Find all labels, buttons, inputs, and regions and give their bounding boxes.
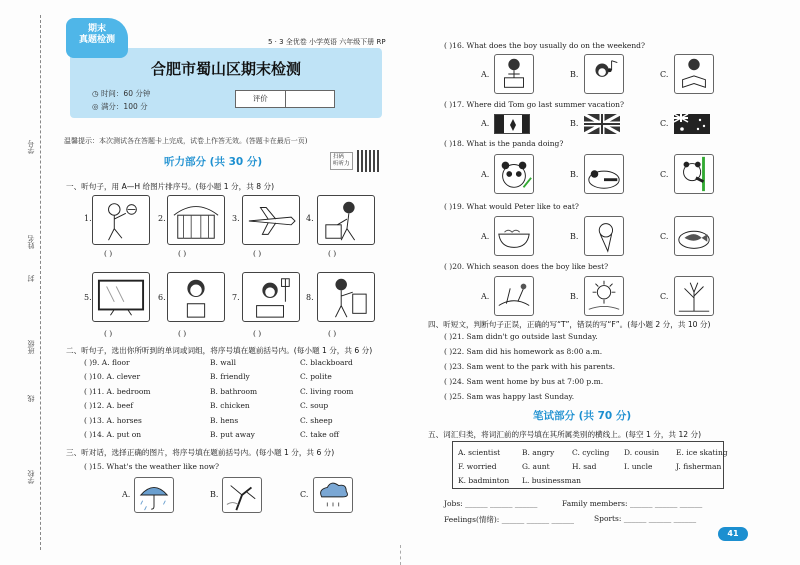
pic-sick-girl <box>242 272 300 322</box>
tf-question[interactable]: ( )23. Sam went to the park with his parents. <box>444 362 615 371</box>
score-label: 评价 <box>236 91 286 107</box>
australia-flag-icon[interactable] <box>674 114 710 134</box>
q19: ( )19. What would Peter like to eat? <box>444 202 579 211</box>
part4-heading: 四、听短文，判断句子正误，正确的写“T”，错误的写“F”。(每小题 2 分，共 10 分) <box>428 320 711 329</box>
option-b: B. wall <box>210 358 236 367</box>
answer-paren[interactable]: ( ) <box>253 249 262 258</box>
boy-music-icon[interactable] <box>584 54 624 94</box>
panda-sleeping-icon[interactable] <box>584 154 624 194</box>
q17: ( )17. Where did Tom go last summer vacation? <box>444 100 625 109</box>
uk-flag-icon[interactable] <box>584 114 620 134</box>
option-letter: B. <box>210 490 219 499</box>
listening-title: 听力部分 (共 30 分) <box>164 156 263 168</box>
word-bank-item: G. aunt <box>522 462 550 471</box>
binding-label-student-no: 学号 <box>27 140 35 154</box>
blank-family[interactable]: Family members: ______ ______ ______ <box>562 499 703 508</box>
option-letter: A. <box>481 170 490 179</box>
clock-icon: ◷ <box>92 89 101 98</box>
answer-paren[interactable]: ( ) <box>328 329 337 338</box>
question-row[interactable]: ( )14. A. put on <box>84 430 142 439</box>
option-b: B. bathroom <box>210 387 258 396</box>
option-c: C. take off <box>300 430 339 439</box>
pic-soccer <box>92 195 150 245</box>
option-c: C. sheep <box>300 416 333 425</box>
word-bank-item: C. cycling <box>572 448 610 457</box>
question-row[interactable]: ( )9. A. floor <box>84 358 130 367</box>
boy-washing-icon[interactable] <box>494 54 534 94</box>
q18: ( )18. What is the panda doing? <box>444 139 564 148</box>
pic-number: 1. <box>84 214 92 223</box>
binding-label-name: 姓名 <box>27 235 35 249</box>
word-bank-item: E. ice skating <box>676 448 728 457</box>
score-icon: ◎ <box>92 102 101 111</box>
option-letter: C. <box>660 70 669 79</box>
answer-paren[interactable]: ( ) <box>328 249 337 258</box>
option-b: B. chicken <box>210 401 250 410</box>
question-row[interactable]: ( )13. A. horses <box>84 416 142 425</box>
part3-heading: 三、听对话，选择正确的图片，将序号填在题前括号内。(每小题 1 分，共 6 分) <box>66 448 335 457</box>
option-letter: B. <box>570 70 579 79</box>
option-letter: B. <box>570 292 579 301</box>
option-c: C. soup <box>300 401 329 410</box>
pic-number: 7. <box>232 293 240 302</box>
score-box[interactable] <box>235 90 335 108</box>
tf-question[interactable]: ( )22. Sam did his homework as 8:00 a.m. <box>444 347 603 356</box>
pic-number: 2. <box>158 214 166 223</box>
winter-tree-icon[interactable] <box>674 276 714 316</box>
time-limit: ◷ 时间：60 分钟 <box>92 89 151 98</box>
option-b: B. hens <box>210 416 239 425</box>
question-row[interactable]: ( )12. A. beef <box>84 401 134 410</box>
pic-plane <box>242 195 300 245</box>
word-bank-item: J. fisherman <box>676 462 722 471</box>
full-score: ◎ 满分：100 分 <box>92 102 148 111</box>
pic-museum <box>167 195 225 245</box>
blank-feelings[interactable]: Feelings(情绪): ______ ______ ______ <box>444 515 574 524</box>
word-bank-item: L. businessman <box>522 476 582 485</box>
option-letter: B. <box>570 119 579 128</box>
answer-paren[interactable]: ( ) <box>104 249 113 258</box>
fold-mark <box>400 545 401 565</box>
option-letter: C. <box>660 292 669 301</box>
binding-label-class: 班级 <box>27 340 35 354</box>
pic-number: 4. <box>306 214 314 223</box>
option-letter: A. <box>122 490 131 499</box>
tf-question[interactable]: ( )24. Sam went home by bus at 7:00 p.m. <box>444 377 604 386</box>
pic-girl-reading <box>167 272 225 322</box>
score-field[interactable] <box>286 91 335 107</box>
autumn-scene-icon[interactable] <box>494 276 534 316</box>
pic-tv <box>92 272 150 322</box>
word-bank-item: F. worried <box>458 462 497 471</box>
cloud-snow-icon[interactable] <box>313 477 353 513</box>
word-bank-item: B. angry <box>522 448 555 457</box>
word-bank-item: A. scientist <box>458 448 501 457</box>
writing-title: 笔试部分 (共 70 分) <box>533 410 632 422</box>
option-b: B. put away <box>210 430 255 439</box>
option-letter: C. <box>660 119 669 128</box>
binding-line <box>40 15 41 550</box>
question-row[interactable]: ( )10. A. clever <box>84 372 141 381</box>
pic-housework <box>317 195 375 245</box>
option-c: C. living room <box>300 387 354 396</box>
answer-paren[interactable]: ( ) <box>253 329 262 338</box>
summer-sun-icon[interactable] <box>584 276 624 316</box>
page-number: 41 <box>718 527 748 541</box>
option-letter: B. <box>570 170 579 179</box>
pic-number: 3. <box>232 214 240 223</box>
answer-paren[interactable]: ( ) <box>104 329 113 338</box>
option-letter: A. <box>481 292 490 301</box>
binding-label-seal: 封 <box>27 275 35 282</box>
option-letter: A. <box>481 70 490 79</box>
word-bank-item: H. sad <box>572 462 597 471</box>
umbrella-rain-icon[interactable] <box>134 477 174 513</box>
option-c: C. polite <box>300 372 332 381</box>
pic-number: 6. <box>158 293 166 302</box>
ice-cream-icon[interactable] <box>584 216 624 256</box>
tf-question[interactable]: ( )21. Sam didn't go outside last Sunday. <box>444 332 598 341</box>
option-letter: C. <box>300 490 309 499</box>
part2-heading: 二、听句子，选出你所听到的单词或词组，将序号填在题前括号内。(每小题 1 分，共 6 分) <box>66 346 373 355</box>
windy-tree-icon[interactable] <box>222 477 262 513</box>
q16: ( )16. What does the boy usually do on the weekend? <box>444 41 645 50</box>
q15: ( )15. What's the weather like now? <box>84 462 220 471</box>
option-letter: B. <box>570 232 579 241</box>
exam-badge: 期末 真题检测 <box>66 18 128 58</box>
binding-label-line: 线 <box>27 395 35 402</box>
panda-eating-icon[interactable] <box>494 154 534 194</box>
pic-number: 5. <box>84 293 92 302</box>
option-letter: C. <box>660 170 669 179</box>
panda-climbing-icon[interactable] <box>674 154 714 194</box>
option-letter: C. <box>660 232 669 241</box>
option-letter: A. <box>481 232 490 241</box>
option-b: B. friendly <box>210 372 250 381</box>
word-bank-item: K. badminton <box>458 476 510 485</box>
answer-paren[interactable]: ( ) <box>178 329 187 338</box>
qr-code-icon[interactable] <box>357 150 379 172</box>
pic-boy-chores <box>317 272 375 322</box>
word-bank-item: D. cousin <box>624 448 660 457</box>
fish-plate-icon[interactable] <box>674 216 714 256</box>
pic-number: 8. <box>306 293 314 302</box>
option-c: C. blackboard <box>300 358 353 367</box>
question-row[interactable]: ( )11. A. bedroom <box>84 387 151 396</box>
q20: ( )20. Which season does the boy like best? <box>444 262 609 271</box>
answer-paren[interactable]: ( ) <box>178 249 187 258</box>
boy-reading-icon[interactable] <box>674 54 714 94</box>
canada-flag-icon[interactable] <box>494 114 530 134</box>
blank-jobs[interactable]: Jobs: ______ ______ ______ <box>444 499 538 508</box>
series-info: 5 · 3 全优卷 小学英语 六年级下册 RP <box>268 38 386 46</box>
option-letter: A. <box>481 119 490 128</box>
bowl-soup-icon[interactable] <box>494 216 534 256</box>
page-title: 合肥市蜀山区期末检测 <box>150 60 301 78</box>
blank-sports[interactable]: Sports: ______ ______ ______ <box>594 514 697 523</box>
binding-label-school: 学校 <box>27 470 35 484</box>
notice: 温馨提示：本次测试各在答题卡上完成，试卷上作答无效。(答题卡在最后一页) <box>64 137 308 145</box>
part5-heading: 五、词汇归类，将词汇前的序号填在其所属类别的横线上。(每空 1 分，共 12 分) <box>428 430 702 439</box>
word-bank-item: I. uncle <box>624 462 653 471</box>
tf-question[interactable]: ( )25. Sam was happy last Sunday. <box>444 392 575 401</box>
part1-heading: 一、听句子，用 A—H 给图片排序号。(每小题 1 分，共 8 分) <box>66 182 275 191</box>
qr-label: 扫码 听听力 <box>330 152 353 170</box>
